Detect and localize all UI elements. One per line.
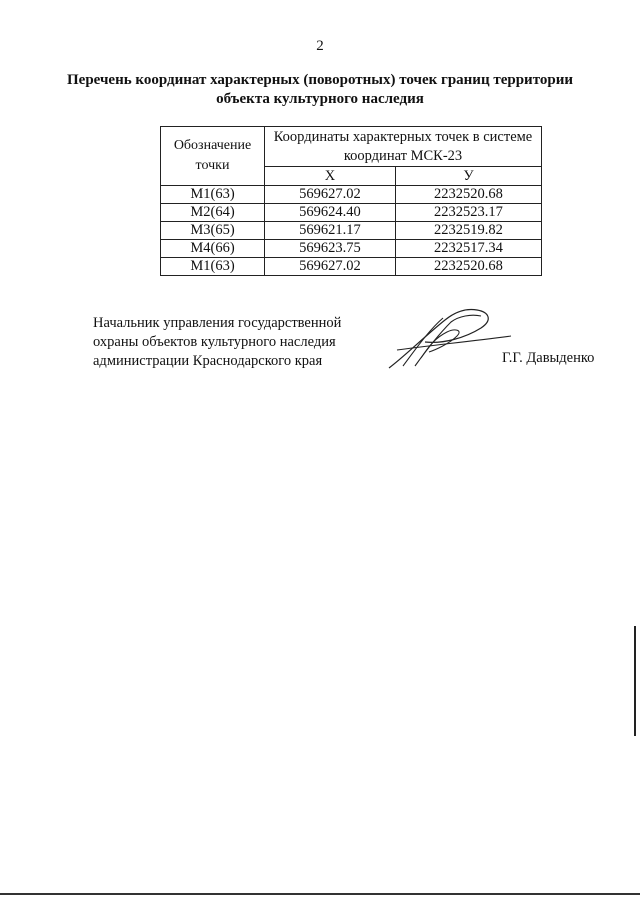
cell-point: М1(63) xyxy=(161,258,265,276)
header-designation-line-1: Обозначение xyxy=(173,138,252,153)
table-row xyxy=(161,222,542,240)
title-line-1: Перечень координат характерных (поворотных) точек границ территории xyxy=(67,72,573,88)
cell-point: М4(66) xyxy=(161,240,265,258)
cell-x: 569624.40 xyxy=(265,204,396,222)
header-system-line-1: Координаты характерных точек в системе xyxy=(273,128,533,145)
cell-y: 2232523.17 xyxy=(395,204,541,222)
scan-edge-line xyxy=(0,893,640,895)
cell-y: 2232519.82 xyxy=(395,222,541,240)
cell-point: М3(65) xyxy=(161,222,265,240)
cell-point: М1(63) xyxy=(161,186,265,204)
header-coordinate-system xyxy=(265,127,542,167)
table-header-row xyxy=(161,127,542,167)
table-row xyxy=(161,204,542,222)
position-line-2: охраны объектов культурного наследия xyxy=(93,334,336,350)
table-row xyxy=(161,258,542,276)
position-line-3: администрации Краснодарского края xyxy=(93,353,323,369)
cell-y: 2232520.68 xyxy=(395,258,541,276)
scan-edge-mark xyxy=(634,626,636,736)
table-row xyxy=(161,240,542,258)
handwritten-signature xyxy=(385,306,515,372)
coordinates-table xyxy=(160,126,542,276)
header-y: У xyxy=(395,167,541,186)
position-line-1: Начальник управления государственной xyxy=(93,315,342,331)
header-point-designation xyxy=(161,127,265,186)
header-x: X xyxy=(265,167,396,186)
signer-position xyxy=(93,314,383,371)
signer-name: Г.Г. Давыденко xyxy=(502,350,595,366)
cell-x: 569623.75 xyxy=(265,240,396,258)
cell-x: 569621.17 xyxy=(265,222,396,240)
cell-point: М2(64) xyxy=(161,204,265,222)
table-row xyxy=(161,186,542,204)
cell-x: 569627.02 xyxy=(265,258,396,276)
header-system-line-2: координат МСК-23 xyxy=(343,147,463,164)
page-number: 2 xyxy=(316,38,324,54)
document-title xyxy=(60,71,580,109)
cell-y: 2232517.34 xyxy=(395,240,541,258)
cell-x: 569627.02 xyxy=(265,186,396,204)
header-designation-line-2: точки xyxy=(195,158,230,173)
title-line-2: объекта культурного наследия xyxy=(216,91,424,107)
cell-y: 2232520.68 xyxy=(395,186,541,204)
